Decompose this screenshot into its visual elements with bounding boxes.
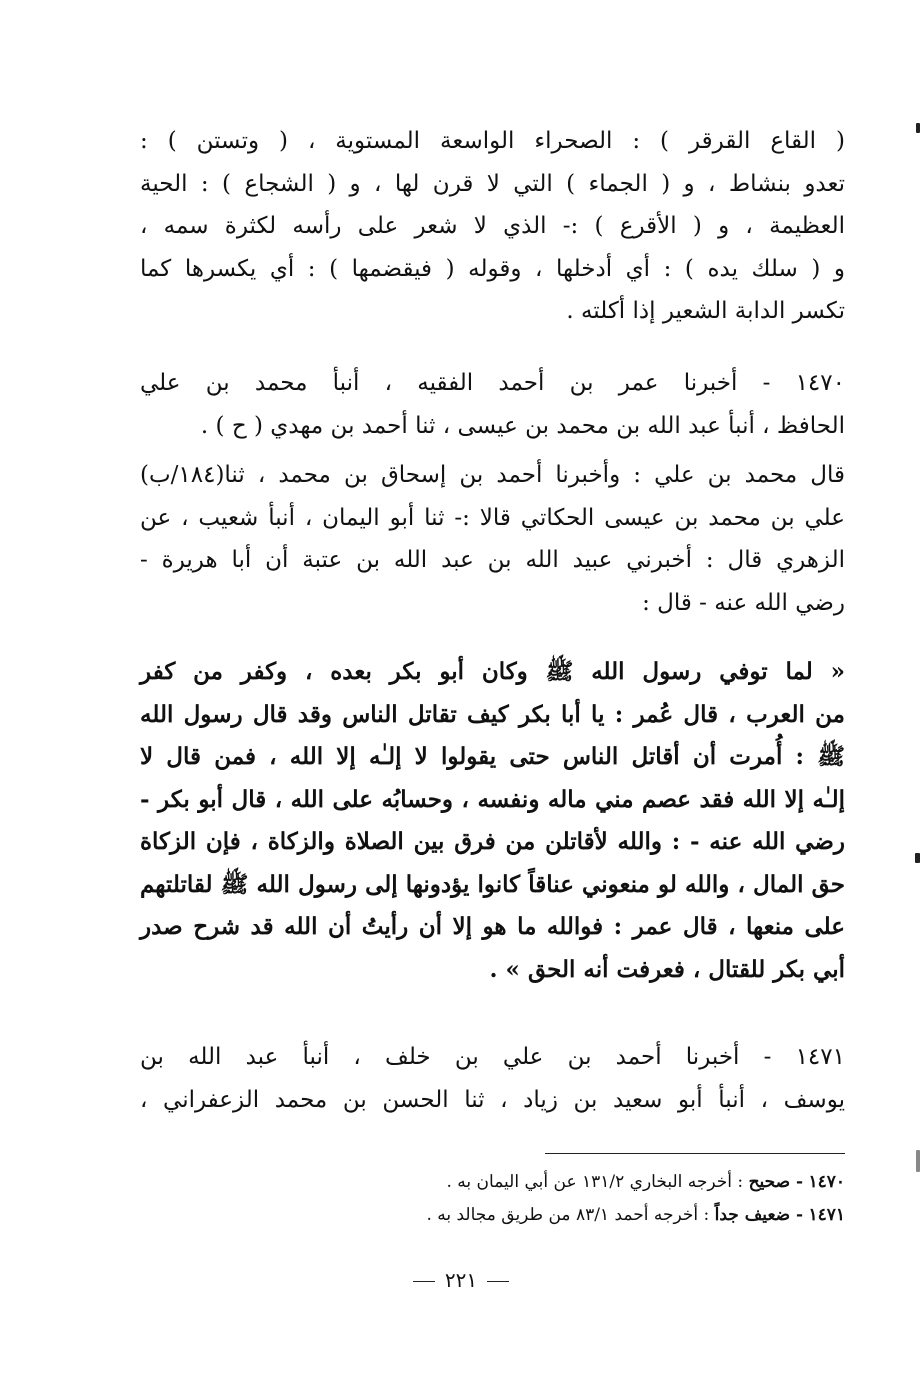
paragraph-glossary xyxy=(140,120,845,333)
footnote-grade: ضعيف جداً xyxy=(714,1205,791,1225)
text-line: على منعها ، قال عمر : فوالله ما هو إلا أن رأيتُ أن الله قد شرح صدر xyxy=(140,913,845,940)
scan-artifact xyxy=(916,1150,920,1172)
scan-artifact xyxy=(916,123,920,133)
text-line: حق المال ، والله لو منعوني عناقاً كانوا يؤدونها إلى رسول الله ﷺ لقاتلتهم xyxy=(140,870,845,898)
page-number xyxy=(0,1268,922,1292)
paragraph-isnad-1471 xyxy=(140,1036,845,1121)
text-line: رضي الله عنه - : والله لأقاتلن من فرق بين الصلاة والزكاة ، فإن الزكاة xyxy=(140,828,845,855)
text-line: يوسف ، أنبأ أبو سعيد بن زياد ، ثنا الحسن بن محمد الزعفراني ، xyxy=(140,1086,845,1113)
text-line: ١٤٧١ - أخبرنا أحمد بن علي بن خلف ، أنبأ عبد الله بن xyxy=(140,1044,845,1070)
text-line: ( القاع القرقر ) : الصحراء الواسعة المستوية ، ( وتستن ) : xyxy=(140,128,845,154)
scan-artifact xyxy=(915,853,920,863)
page-number-dash xyxy=(413,1281,435,1282)
footnotes xyxy=(140,1166,845,1232)
footnote-number: ١٤٧٠ xyxy=(808,1172,845,1192)
text-line: أبي بكر للقتال ، فعرفت أنه الحق » . xyxy=(489,955,845,983)
text-line: الزهري قال : أخبرني عبيد الله بن عبد الله بن عتبة أن أبا هريرة - xyxy=(140,547,845,573)
text-line: الحافظ ، أنبأ عبد الله بن محمد بن عيسى ، ثنا أحمد بن مهدي ( ح ) . xyxy=(200,412,845,439)
footnote-grade: صحيح xyxy=(748,1172,791,1192)
text-line: و ( سلك يده ) : أي أدخلها ، وقوله ( فيقضمها ) : أي يكسرها كما xyxy=(140,255,845,282)
text-line: إلـٰه إلا الله فقد عصم مني ماله ونفسه ، وحسابُه على الله ، قال أبو بكر - xyxy=(140,785,845,813)
footnote-divider xyxy=(545,1153,845,1154)
text-line: علي بن محمد بن عيسى الحكاتي قالا :- ثنا أبو اليمان ، أنبأ شعيب ، عن xyxy=(140,504,845,531)
text-line: تكسر الدابة الشعير إذا أكلته . xyxy=(566,298,845,324)
text-line: من العرب ، قال عُمر : يا أبا بكر كيف تقاتل الناس وقد قال رسول الله xyxy=(140,700,845,728)
text-line: « لما توفي رسول الله ﷺ وكان أبو بكر بعده ، وكفر من كفر xyxy=(140,658,845,685)
page-number-value: ٢٢١ xyxy=(444,1268,478,1292)
text-line: تعدو بنشاط ، و ( الجماء ) التي لا قرن لها ، و ( الشجاع ) : الحية xyxy=(140,170,845,197)
text-line: رضي الله عنه - قال : xyxy=(642,589,845,616)
text-line: ١٤٧٠ - أخبرنا عمر بن أحمد الفقيه ، أنبأ محمد بن علي xyxy=(140,370,845,396)
paragraph-isnad-1470 xyxy=(140,362,845,447)
footnote-number: ١٤٧١ xyxy=(808,1205,845,1225)
text-line: ﷺ : أُمرت أن أقاتل الناس حتى يقولوا لا إلـٰه إلا الله ، فمن قال لا xyxy=(140,743,845,770)
hadith-text xyxy=(140,651,845,991)
paragraph-isnad-continued xyxy=(140,454,845,624)
footnote-text: : أخرجه أحمد ٨٣/١ من طريق مجالد به . xyxy=(426,1205,710,1225)
text-line: العظيمة ، و ( الأقرع ) :- الذي لا شعر على رأسه لكثرة سمه ، xyxy=(140,213,845,239)
footnote-1470: ١٤٧٠ - صحيح : أخرجه البخاري ١٣١/٢ عن أبي اليمان به . xyxy=(446,1172,845,1192)
text-line: قال محمد بن علي : وأخبرنا أحمد بن إسحاق بن محمد ، ثنا(١٨٤/ب) xyxy=(140,462,845,488)
page-number-dash xyxy=(487,1281,509,1282)
footnote-1471: ١٤٧١ - ضعيف جداً : أخرجه أحمد ٨٣/١ من طريق مجالد به . xyxy=(426,1205,845,1225)
footnote-text: : أخرجه البخاري ١٣١/٢ عن أبي اليمان به . xyxy=(446,1172,744,1192)
